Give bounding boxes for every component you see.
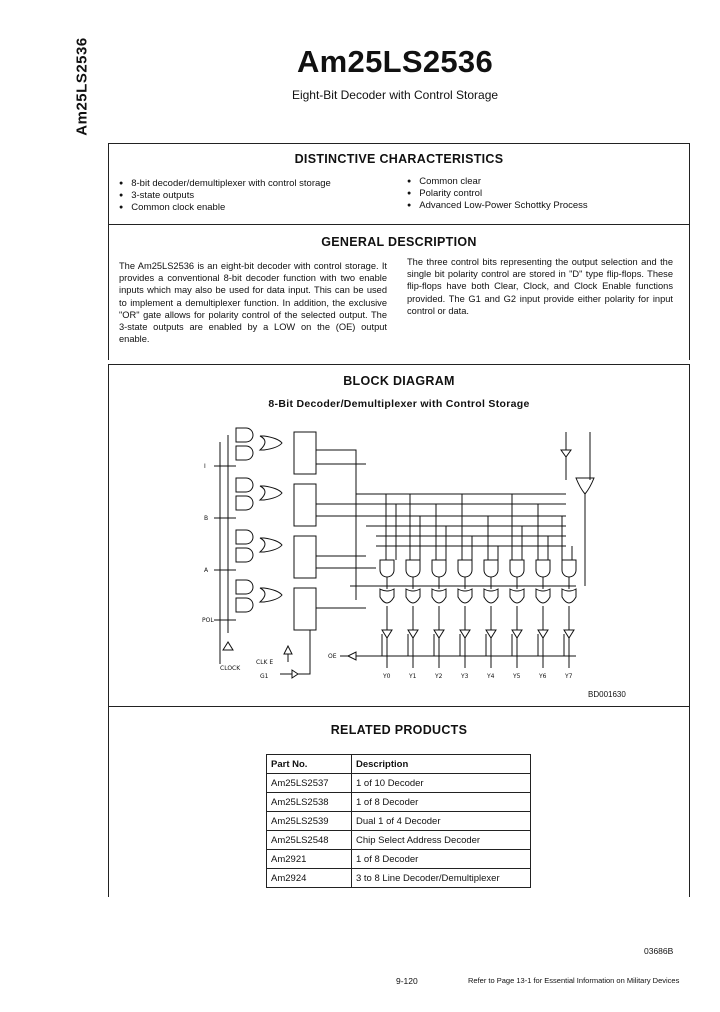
table-row <box>267 812 531 831</box>
output-label: Y3 <box>461 673 469 680</box>
page-subtitle: Eight-Bit Decoder with Control Storage <box>291 88 499 102</box>
page-number: 9-120 <box>396 976 418 986</box>
description-cell: Dual 1 of 4 Decoder <box>352 812 531 831</box>
input-label: POL <box>202 617 214 624</box>
column-header-description: Description <box>352 755 531 774</box>
input-gate-group <box>236 530 316 578</box>
side-part-label: Am25LS2536 <box>73 36 91 136</box>
oe-label: OE <box>328 653 337 660</box>
list-item: ● Advanced Low-Power Schottky Process <box>407 200 588 212</box>
output-label: Y4 <box>487 673 495 680</box>
tri-state-buffers <box>382 630 574 638</box>
diagram-code: BD001630 <box>588 690 626 699</box>
footer-reference: Refer to Page 13-1 for Essential Information on Military Devices <box>468 976 680 985</box>
xor-gates <box>380 589 576 603</box>
description-cell: 3 to 8 Line Decoder/Demultiplexer <box>352 869 531 888</box>
input-gate-group <box>236 428 316 474</box>
output-label: Y2 <box>435 673 443 680</box>
description-cell: Chip Select Address Decoder <box>352 831 531 850</box>
part-cell: Am25LS2548 <box>267 831 352 850</box>
list-item: ● Common clock enable <box>119 202 331 214</box>
table-row <box>267 869 531 888</box>
part-cell: Am2924 <box>267 869 352 888</box>
list-item: ● 3-state outputs <box>119 190 331 202</box>
clock-label: CLOCK <box>220 665 241 672</box>
table-row <box>267 850 531 869</box>
table-row <box>267 793 531 812</box>
output-label: Y1 <box>409 673 417 680</box>
list-item: ● Common clear <box>407 176 588 188</box>
table-row <box>267 831 531 850</box>
part-cell: Am25LS2538 <box>267 793 352 812</box>
input-gate-group <box>236 478 316 526</box>
distinctive-characteristics-section <box>108 143 690 237</box>
input-label: I <box>204 463 206 470</box>
part-cell: Am25LS2539 <box>267 812 352 831</box>
logic-block-diagram <box>200 420 610 682</box>
general-description-section <box>108 224 690 360</box>
input-label: B <box>204 515 209 522</box>
distinctive-heading: DISTINCTIVE CHARACTERISTICS <box>294 152 504 166</box>
page-title: Am25LS2536 <box>296 44 493 79</box>
related-heading: RELATED PRODUCTS <box>330 723 468 737</box>
table-header-row <box>267 755 531 774</box>
related-products-table <box>266 754 531 888</box>
table-row <box>267 774 531 793</box>
part-cell: Am2921 <box>267 850 352 869</box>
left-bullet-list <box>119 178 331 214</box>
output-label: Y0 <box>383 673 391 680</box>
output-label: Y5 <box>513 673 521 680</box>
clock-enable-label: CLK E <box>256 659 274 666</box>
description-cell: 1 of 8 Decoder <box>352 850 531 869</box>
description-cell: 1 of 10 Decoder <box>352 774 531 793</box>
description-cell: 1 of 8 Decoder <box>352 793 531 812</box>
right-bullet-list <box>407 176 588 212</box>
general-left-paragraph: The Am25LS2536 is an eight-bit decoder with control storage. It provides a conventional 8-bit decoder function with two enable inputs which may also be used for data input. This can be used to implement a demultiplexer function. In addition, the exclusive "OR" gate allows for polarity control of the selected output. The 3-state outputs are enabled by a LOW on the (OE) output enable. <box>119 261 387 345</box>
part-cell: Am25LS2537 <box>267 774 352 793</box>
output-label: Y6 <box>539 673 547 680</box>
g1-label: G1 <box>260 673 269 680</box>
general-right-paragraph: The three control bits representing the output selection and the single bit polarity control are stored in "D" type flip-flops. These flip-flops have both Clear, Clock, and Clock Enable functions provided. The G1 and G2 input provide either polarity for input control or data. <box>407 257 673 316</box>
decoder-nand-gates <box>380 560 576 577</box>
input-label: A <box>204 567 209 574</box>
block-diagram-subheading: 8-Bit Decoder/Demultiplexer with Control Storage <box>268 398 530 410</box>
document-code: 03686B <box>644 946 674 956</box>
output-label: Y7 <box>565 673 573 680</box>
list-item: ● Polarity control <box>407 188 588 200</box>
column-header-part: Part No. <box>267 755 352 774</box>
general-heading: GENERAL DESCRIPTION <box>321 235 477 249</box>
list-item: ● 8-bit decoder/demultiplexer with control storage <box>119 178 331 190</box>
block-diagram-heading: BLOCK DIAGRAM <box>343 374 455 388</box>
input-gate-group <box>236 580 316 630</box>
